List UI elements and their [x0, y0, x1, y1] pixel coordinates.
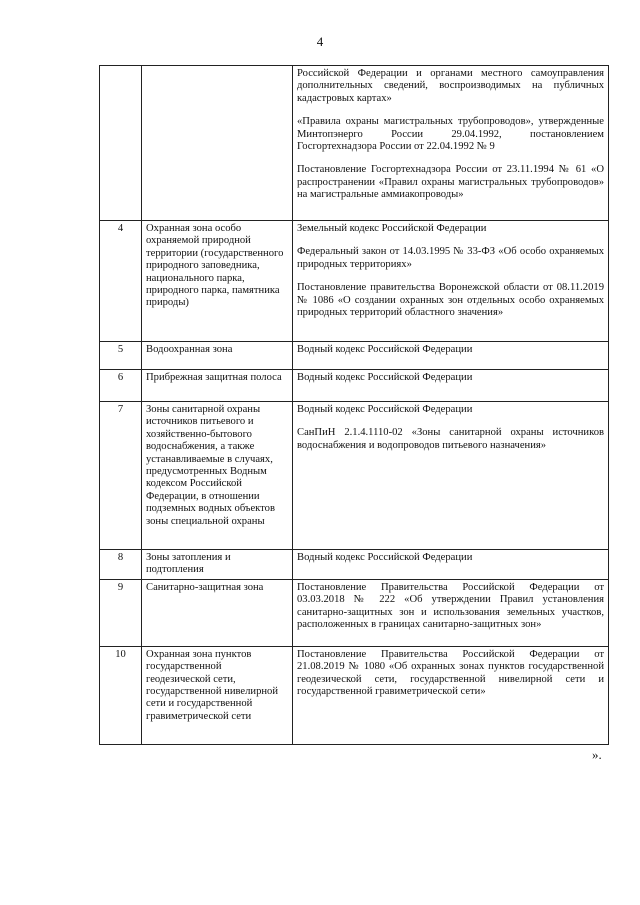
- row-number: 6: [100, 370, 142, 402]
- document-reference: Водный кодекс Российской Федерации: [297, 372, 473, 383]
- legal-documents: [293, 221, 609, 342]
- legal-documents: [293, 66, 609, 221]
- row-number: 4: [100, 221, 142, 342]
- zone-name: Зоны санитарной охраны источников питьевого и хозяйственно-бытового водоснабжения, а также устанавливаемые в случаях, предусмотренных Водным кодексом Российской Федерации, в отношении подземных водных объектов зоны специальной охраны: [142, 402, 293, 550]
- table-row: [100, 370, 609, 402]
- document-reference: СанПиН 2.1.4.1110-02 «Зоны санитарной охраны источников водоснабжения и водопроводов питьевого назначения»: [297, 427, 604, 451]
- page-number: 4: [316, 34, 324, 49]
- row-number: 8: [100, 550, 142, 580]
- zone-name: Водоохранная зона: [142, 342, 293, 370]
- legal-documents: [293, 370, 609, 402]
- table-row: [100, 221, 609, 342]
- table-row: [100, 646, 609, 744]
- document-reference: Постановление Правительства Российской Федерации от 21.08.2019 № 1080 «Об охранных зонах пунктов государственной геодезической сети, государственной нивелирной сети и государственной гравиметрической сети»: [297, 648, 604, 698]
- table-row: [100, 342, 609, 370]
- document-reference: Федеральный закон от 14.03.1995 № 33-ФЗ «Об особо охраняемых природных территориях»: [297, 246, 604, 270]
- legal-documents: [293, 342, 609, 370]
- legal-documents: [293, 646, 609, 744]
- table-row: [100, 402, 609, 550]
- zone-name: Санитарно-защитная зона: [142, 579, 293, 646]
- row-number: 7: [100, 402, 142, 550]
- row-number: 5: [100, 342, 142, 370]
- table-row: [100, 66, 609, 221]
- row-number: 9: [100, 579, 142, 646]
- document-reference: Водный кодекс Российской Федерации: [297, 404, 473, 415]
- document-reference: Постановление правительства Воронежской области от 08.11.2019 № 1086 «О создании охранных зон отдельных особо охраняемых природных территорий областного значения»: [297, 282, 604, 319]
- document-reference: Земельный кодекс Российской Федерации: [297, 223, 487, 234]
- legal-documents: [293, 550, 609, 580]
- document-reference: Водный кодекс Российской Федерации: [297, 552, 473, 563]
- row-number: [100, 66, 142, 221]
- legal-documents: [293, 579, 609, 646]
- zone-name: [142, 66, 293, 221]
- zone-name: Охранная зона пунктов государственной геодезической сети, государственной нивелирной сети и государственной гравиметрической сети: [142, 646, 293, 744]
- document-reference: Российской Федерации и органами местного самоуправления дополнительных сведений, воспроизводимых на публичных кадастровых картах»: [297, 68, 604, 104]
- zones-documents-table: [99, 65, 609, 745]
- legal-documents: [293, 402, 609, 550]
- zone-name: Зоны затопления и подтопления: [142, 550, 293, 580]
- zone-name: Прибрежная защитная полоса: [142, 370, 293, 402]
- table-row: [100, 550, 609, 580]
- table-row: [100, 579, 609, 646]
- document-reference: Постановление Правительства Российской Федерации от 03.03.2018 № 222 «Об утверждении Правил установления санитарно-защитных зон и использования земельных участков, расположенных в границах санитарно-защитных зон»: [297, 581, 604, 631]
- document-reference: «Правила охраны магистральных трубопроводов», утвержденные Минтопэнерго России 29.04.1992, постановлением Госгортехнадзора России от 22.04.1992 № 9: [297, 116, 604, 153]
- row-number: 10: [100, 646, 142, 744]
- closing-quote-mark: ».: [592, 747, 602, 762]
- zone-name: Охранная зона особо охраняемой природной территории (государственного природного заповедника, национального парка, природного парка, памятника природы): [142, 221, 293, 342]
- document-reference: Постановление Госгортехнадзора России от 23.11.1994 № 61 «О распространении «Правил охраны магистральных трубопроводов» на магистральные аммиакопроводы»: [297, 164, 604, 201]
- document-reference: Водный кодекс Российской Федерации: [297, 344, 473, 355]
